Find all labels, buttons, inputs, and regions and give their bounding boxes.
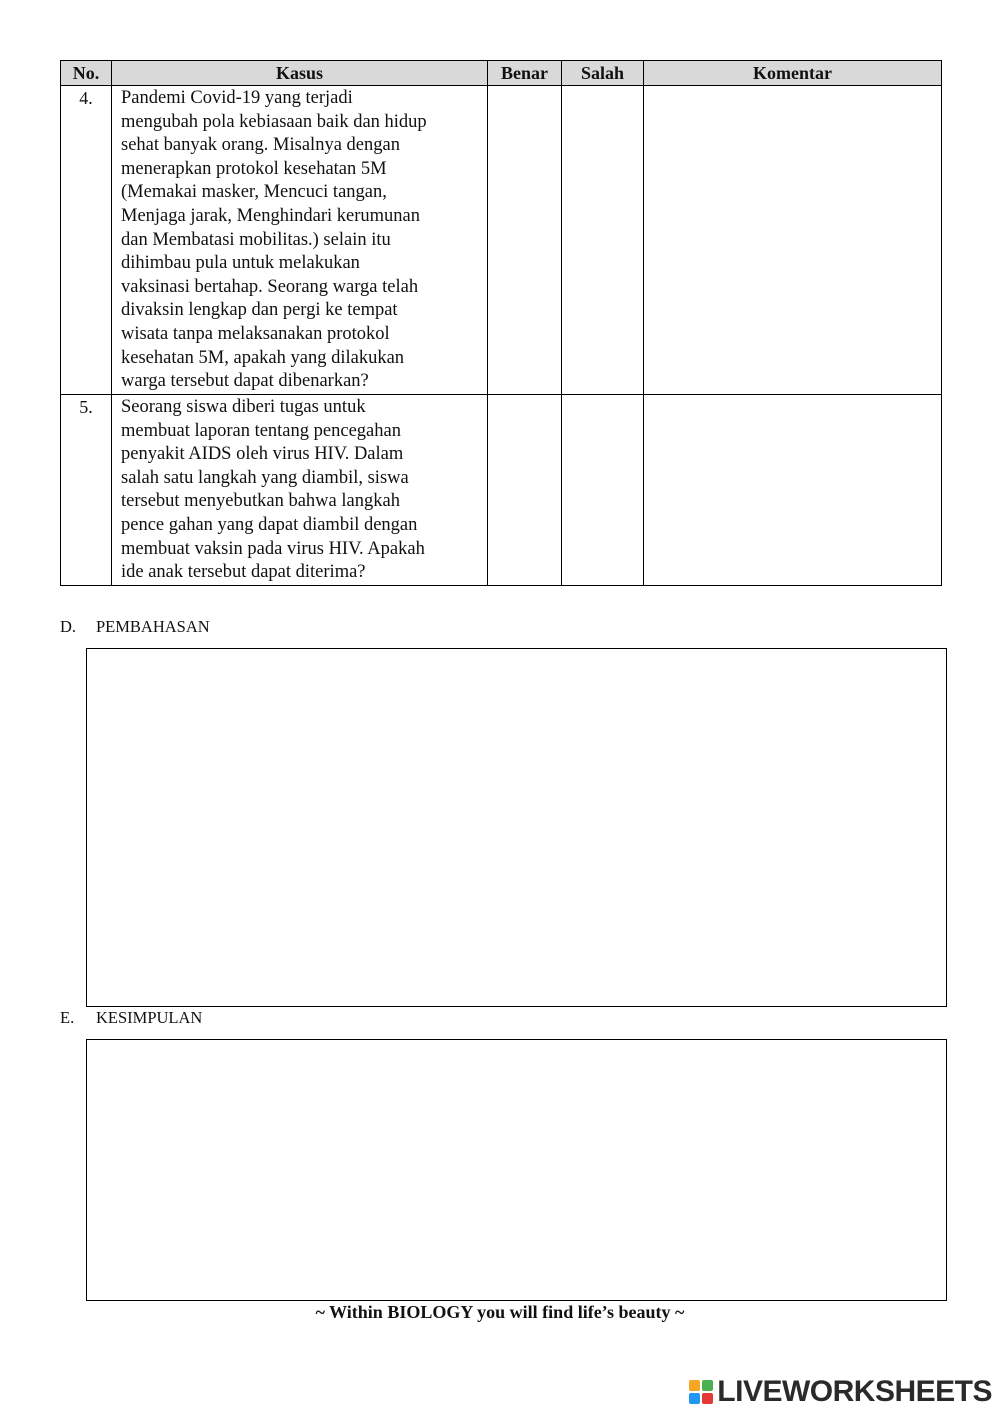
case-line: warga tersebut dapat dibenarkan? xyxy=(121,371,369,392)
benar-answer-cell[interactable] xyxy=(488,86,562,395)
logo-tile-2 xyxy=(702,1380,713,1391)
section-e-title: KESIMPULAN xyxy=(96,1008,203,1027)
header-no: No. xyxy=(61,61,112,86)
logo-tile-4 xyxy=(702,1393,713,1404)
cases-table xyxy=(60,60,942,586)
pembahasan-answer-box[interactable] xyxy=(86,648,947,1007)
header-kasus: Kasus xyxy=(112,61,488,86)
case-line: ide anak tersebut dapat diterima? xyxy=(121,562,366,583)
table-row xyxy=(61,86,942,395)
table-header-row xyxy=(61,61,942,86)
header-benar: Benar xyxy=(488,61,562,86)
logo-tile-3 xyxy=(689,1393,700,1404)
benar-answer-cell[interactable] xyxy=(488,395,562,586)
liveworksheets-logo-icon xyxy=(689,1380,713,1404)
brand-name: LIVEWORKSHEETS xyxy=(717,1375,992,1408)
section-e-letter: E. xyxy=(60,1008,75,1027)
case-line: Menjaga jarak, Menghindari kerumunan xyxy=(121,205,420,226)
case-line: tersebut menyebutkan bahwa langkah xyxy=(121,491,400,512)
case-line: salah satu langkah yang diambil, siswa xyxy=(121,467,409,488)
case-line: membuat laporan tentang pencegahan xyxy=(121,420,401,441)
salah-answer-cell[interactable] xyxy=(562,86,644,395)
case-line: dan Membatasi mobilitas.) selain itu xyxy=(121,229,391,250)
case-text xyxy=(112,395,488,586)
section-d-heading xyxy=(60,617,210,637)
liveworksheets-brand xyxy=(689,1375,992,1409)
case-line: penyakit AIDS oleh virus HIV. Dalam xyxy=(121,444,404,465)
logo-tile-1 xyxy=(689,1380,700,1391)
case-line: divaksin lengkap dan pergi ke tempat xyxy=(121,300,398,321)
header-salah: Salah xyxy=(562,61,644,86)
section-e-heading xyxy=(60,1008,202,1028)
case-line: (Memakai masker, Mencuci tangan, xyxy=(121,182,387,203)
case-number: 4. xyxy=(61,86,112,395)
header-komentar: Komentar xyxy=(644,61,942,86)
case-line: Pandemi Covid-19 yang terjadi xyxy=(121,88,353,108)
case-number: 5. xyxy=(61,395,112,586)
case-text xyxy=(112,86,488,395)
section-d-title: PEMBAHASAN xyxy=(96,617,210,636)
case-line: wisata tanpa melaksanakan protokol xyxy=(121,323,390,344)
case-line: membuat vaksin pada virus HIV. Apakah xyxy=(121,538,425,559)
komentar-answer-cell[interactable] xyxy=(644,395,942,586)
case-line: Seorang siswa diberi tugas untuk xyxy=(121,397,366,417)
case-line: dihimbau pula untuk melakukan xyxy=(121,253,360,274)
kesimpulan-answer-box[interactable] xyxy=(86,1039,947,1301)
case-line: menerapkan protokol kesehatan 5M xyxy=(121,158,387,179)
case-line: kesehatan 5M, apakah yang dilakukan xyxy=(121,347,405,368)
salah-answer-cell[interactable] xyxy=(562,395,644,586)
section-d-letter: D. xyxy=(60,617,77,636)
komentar-answer-cell[interactable] xyxy=(644,86,942,395)
case-line: vaksinasi bertahap. Seorang warga telah xyxy=(121,276,419,297)
table-row xyxy=(61,395,942,586)
case-line: mengubah pola kebiasaan baik dan hidup xyxy=(121,111,427,132)
footer-tagline: ~ Within BIOLOGY you will find life’s beauty ~ xyxy=(315,1302,685,1322)
case-line: sehat banyak orang. Misalnya dengan xyxy=(121,135,400,156)
case-line: pence gahan yang dapat diambil dengan xyxy=(121,514,418,535)
